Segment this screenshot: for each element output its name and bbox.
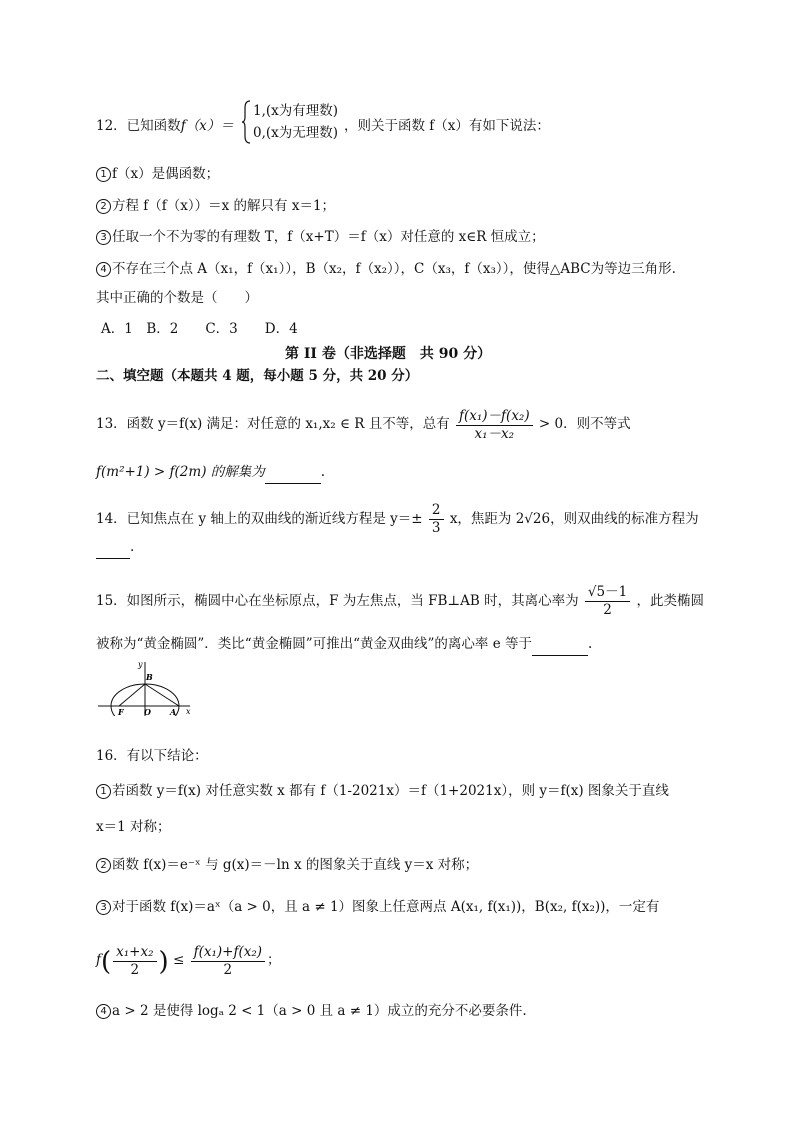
q12-label: 12．已知函数 <box>96 118 181 134</box>
part2-title: 第 II 卷（非选择题 共 90 分） <box>285 346 492 362</box>
q12-lead <box>96 117 234 135</box>
q13-line1: 13．函数 y＝f(x) 满足：对任意的 x₁,x₂ ∈ R 且不等，总有 $\frac{\text{f(x₁)－f(x₂)}}{\text{x₁－x₂}}$ > 0．则不等式 <box>96 408 631 442</box>
q14-line1: 14．已知焦点在 y 轴上的双曲线的渐近线方程是 y＝± $\frac{2}{3}$ x，焦距为 2√26，则双曲线的标准方程为 <box>96 502 699 536</box>
q13-line2: f(m²+1) > f(2m) 的解集为 . <box>96 463 325 484</box>
label-B: B <box>146 672 153 682</box>
golden-ellipse-figure <box>96 658 206 716</box>
q16-lead: 16．有以下结论： <box>96 748 208 764</box>
q12-case2: 0,(x为无理数) <box>253 125 339 141</box>
q13-fraction: $\frac{\text{f(x₁)－f(x₂)}}{\text{x₁－x₂}}$ <box>456 408 533 443</box>
answer-blank[interactable] <box>532 637 588 656</box>
q15-line2: 被称为“黄金椭圆”．类比“黄金椭圆”可推出“黄金双曲线”的离心率 e 等于 . <box>96 635 592 656</box>
q15-fraction: $\frac{√5-1}{2}$ <box>585 584 630 619</box>
circled-4-icon: 4 <box>96 262 111 277</box>
q12-statement-3: 3 任取一个不为零的有理数 T，f（x+T）＝f（x）对任意的 x∈R 恒成立； <box>96 228 545 246</box>
q12-statement-4: 4 不存在三个点 A（x₁，f（x₁）），B（x₂，f（x₂）），C（x₃，f（x₃）），使得△ABC为等边三角形. <box>96 260 676 278</box>
q15-line1: 15．如图所示，椭圆中心在坐标原点，F 为左焦点，当 FB⊥AB 时，其离心率为 $\frac{√5-1}{2}$ ，此类椭圆 <box>96 584 704 618</box>
q12-statement-1: 1 f（x）是偶函数； <box>96 165 219 183</box>
circled-3-icon: 3 <box>96 900 111 915</box>
q12-options: A．1 B．2 C．3 D．4 <box>101 321 298 337</box>
answer-blank[interactable] <box>265 465 321 484</box>
circled-4-icon: 4 <box>96 1004 111 1019</box>
q14-fraction: $\frac{2}{3}$ <box>429 502 444 537</box>
label-x: x <box>186 707 191 716</box>
label-A: A <box>170 707 177 716</box>
q12-statement-2: 2 方程 f（f（x））＝x 的解只有 x＝1； <box>96 197 335 215</box>
circled-1-icon: 1 <box>96 784 111 799</box>
label-O: O <box>144 707 151 716</box>
q12-fx: f（x）＝ <box>180 118 234 134</box>
q16-statement-3: 3 对于函数 f(x)＝aˣ（a > 0，且 a ≠ 1）图象上任意两点 A(x₁, f(x₁))，B(x₂, f(x₂))，一定有 <box>96 898 659 916</box>
segment-FB <box>119 684 145 706</box>
label-F: F <box>118 707 124 716</box>
q16-statement-4: 4 a > 2 是使得 logₐ 2 < 1（a > 0 且 a ≠ 1）成立的充分不必要条件. <box>96 1002 527 1020</box>
circled-1-icon: 1 <box>96 167 111 182</box>
q12-case1: 1,(x为有理数) <box>253 103 339 119</box>
circled-2-icon: 2 <box>96 199 111 214</box>
left-brace-icon <box>241 100 251 144</box>
q16-statement-3-inequality: f( $\frac{\text{x₁+x₂}}{2}$ ) ≤ $\frac{\text{f(x₁)+f(x₂)}}{2}$ ； <box>96 944 281 978</box>
q12-tail: ，则关于函数 f（x）有如下说法： <box>344 118 550 134</box>
q12-question: 其中正确的个数是（ ） <box>96 290 258 306</box>
q16-statement-1: 1 若函数 y＝f(x) 对任意实数 x 都有 f（1-2021x）＝f（1+2021x），则 y＝f(x) 图象关于直线 <box>96 782 669 800</box>
circled-2-icon: 2 <box>96 858 111 873</box>
section-fill-blank-title: 二、填空题（本题共 4 题，每小题 5 分，共 20 分） <box>96 368 419 384</box>
q16-statement-1-cont: x＝1 对称； <box>96 819 171 835</box>
answer-blank[interactable] <box>96 540 130 559</box>
q16-statement-2: 2 函数 f(x)＝e⁻ˣ 与 g(x)＝－ln x 的图象关于直线 y＝x 对称； <box>96 856 478 874</box>
circled-3-icon: 3 <box>96 230 111 245</box>
q14-line2: . <box>96 538 134 559</box>
label-y: y <box>138 660 143 669</box>
